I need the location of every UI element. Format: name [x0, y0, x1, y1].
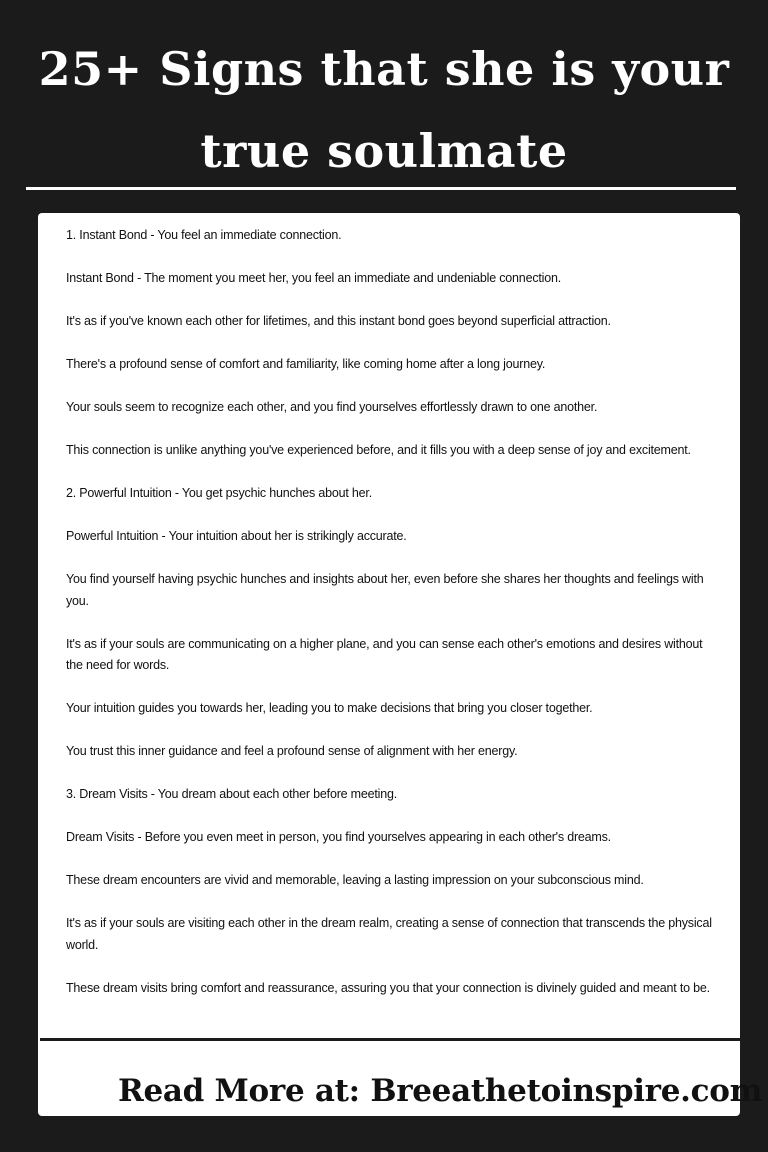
paragraph: Powerful Intuition - Your intuition about her is strikingly accurate. [66, 529, 407, 543]
paragraph: Dream Visits - Before you even meet in person, you find yourselves appearing in each other's dreams. [66, 830, 611, 844]
paragraph: This connection is unlike anything you've experienced before, and it fills you with a deep sense of joy and excitement. [66, 443, 691, 457]
paragraph: It's as if your souls are visiting each other in the dream realm, creating a sense of connection that transcends the physical world. [66, 916, 712, 952]
paragraph: These dream visits bring comfort and reassurance, assuring you that your connection is divinely guided and meant to be. [66, 980, 710, 995]
paragraph: It's as if your souls are communicating on a higher plane, and you can sense each other's emotions and desires without the need for words. [66, 636, 703, 672]
section-heading-powerful-intuition: 2. Powerful Intuition - You get psychic hunches about her. [66, 486, 372, 500]
paragraph: There's a profound sense of comfort and familiarity, like coming home after a long journey. [66, 357, 546, 371]
title-line-2: true soulmate [200, 124, 568, 178]
paragraph: These dream encounters are vivid and memorable, leaving a lasting impression on your subconscious mind. [66, 873, 644, 887]
paragraph: Instant Bond - The moment you meet her, you feel an immediate and undeniable connection. [66, 271, 561, 285]
title-divider [26, 187, 736, 190]
section-heading-instant-bond: 1. Instant Bond - You feel an immediate connection. [66, 228, 342, 242]
title-line-1: 25+ Signs that she is your [38, 42, 730, 96]
footer-divider [40, 1038, 750, 1041]
paragraph: It's as if you've known each other for lifetimes, and this instant bond goes beyond superficial attraction. [66, 314, 611, 328]
content-card [38, 213, 740, 1116]
read-more-link: Read More at: Breeathetoinspire.com [118, 1073, 763, 1109]
page-title [0, 28, 768, 192]
section-heading-dream-visits: 3. Dream Visits - You dream about each other before meeting. [66, 787, 398, 801]
paragraph: Your intuition guides you towards her, leading you to make decisions that bring you closer together. [66, 701, 593, 715]
paragraph: You find yourself having psychic hunches and insights about her, even before she shares her thoughts and feelings with you. [66, 572, 704, 608]
paragraph: You trust this inner guidance and feel a profound sense of alignment with her energy. [66, 744, 518, 758]
article-body [66, 225, 712, 1021]
paragraph: Your souls seem to recognize each other, and you find yourselves effortlessly drawn to one another. [66, 400, 598, 414]
